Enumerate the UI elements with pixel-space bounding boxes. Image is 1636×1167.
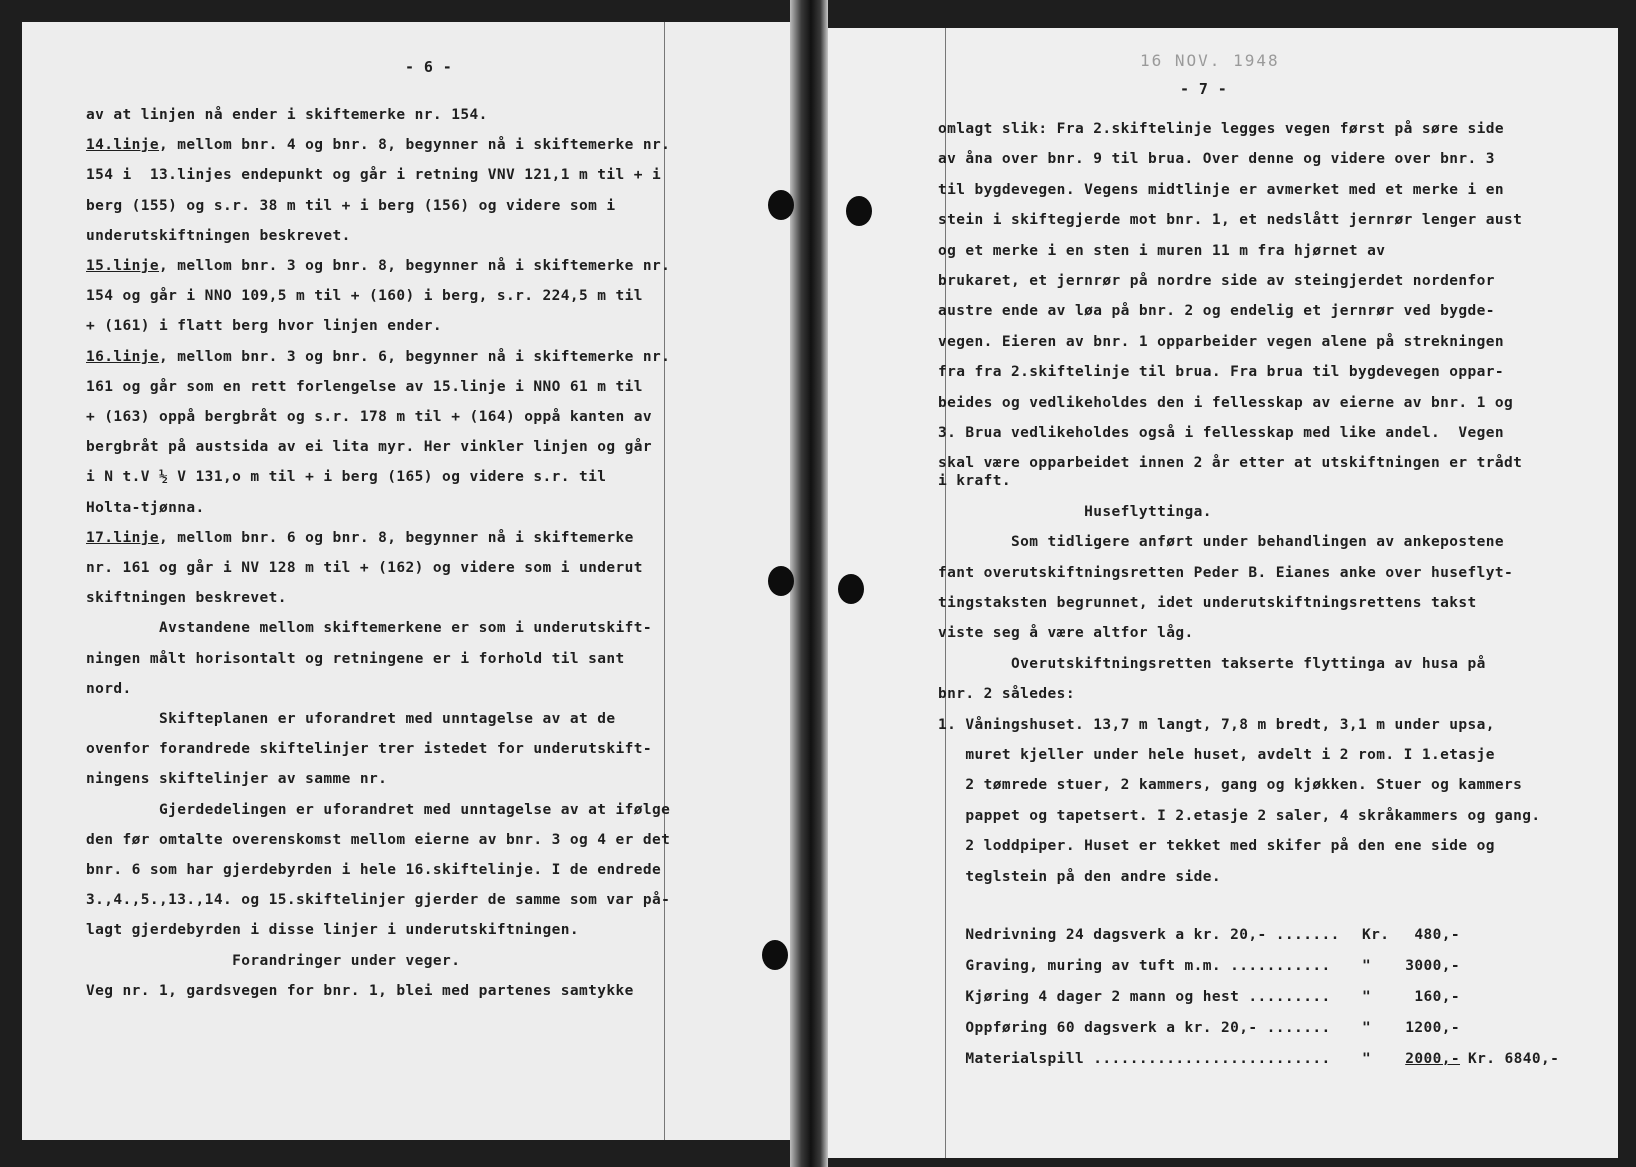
text-line: ovenfor forandrede skiftelinjer trer istedet for underutskift- bbox=[86, 741, 653, 757]
text-line: den før omtalte overenskomst mellom eierne av bnr. 3 og 4 er det bbox=[86, 832, 671, 848]
line-text: , mellom bnr. 4 og bnr. 8, begynner nå i skiftemerke nr. bbox=[159, 137, 671, 153]
text-line: nord. bbox=[86, 681, 132, 697]
cost-label: Kjøring 4 dager 2 mann og hest ......... bbox=[938, 989, 1331, 1005]
text-line: muret kjeller under hele huset, avdelt i 2 rom. I 1.etasje bbox=[938, 747, 1495, 763]
text-line: til bygdevegen. Vegens midtlinje er avmerket med et merke i en bbox=[938, 182, 1505, 198]
text-line: stein i skiftegjerde mot bnr. 1, et nedslått jernrør lenger aust bbox=[938, 212, 1523, 228]
text-line: Holta-tjønna. bbox=[86, 500, 205, 516]
left-margin-rule bbox=[664, 22, 665, 1140]
page-number-left: - 6 - bbox=[405, 58, 453, 76]
text-line: brukaret, et jernrør på nordre side av steingjerdet nordenfor bbox=[938, 273, 1495, 289]
binding-spine bbox=[790, 0, 828, 1167]
text-line: av at linjen nå ender i skiftemerke nr. 154. bbox=[86, 107, 488, 123]
line-text: , mellom bnr. 3 og bnr. 6, begynner nå i skiftemerke nr. bbox=[159, 349, 671, 365]
text-line: 154 og går i NNO 109,5 m til + (160) i berg, s.r. 224,5 m til bbox=[86, 288, 643, 304]
text-line: viste seg å være altfor låg. bbox=[938, 625, 1194, 641]
cost-label: Graving, muring av tuft m.m. ........... bbox=[938, 958, 1331, 974]
text-line: + (163) oppå bergbråt og s.r. 178 m til + (164) oppå kanten av bbox=[86, 409, 653, 425]
text-line: Som tidligere anført under behandlingen av ankepostene bbox=[938, 534, 1505, 550]
text-line: ningen målt horisontalt og retningene er i forhold til sant bbox=[86, 651, 625, 667]
cost-label: Oppføring 60 dagsverk a kr. 20,- ....... bbox=[938, 1020, 1331, 1036]
cost-unit: " bbox=[1362, 989, 1372, 1005]
cost-unit: " bbox=[1362, 1020, 1372, 1036]
cost-amount: 480,- bbox=[1414, 927, 1460, 943]
text-line: omlagt slik: Fra 2.skiftelinje legges vegen først på søre side bbox=[938, 121, 1505, 137]
cost-unit: " bbox=[1362, 1051, 1372, 1067]
text-line bbox=[86, 348, 670, 366]
text-line: bnr. 2 således: bbox=[938, 686, 1075, 702]
text-line: vegen. Eieren av bnr. 1 opparbeider vegen alene på strekningen bbox=[938, 334, 1505, 350]
text-line: 161 og går som en rett forlengelse av 15.linje i NNO 61 m til bbox=[86, 379, 643, 395]
line-heading: 16.linje bbox=[86, 349, 160, 365]
text-line: Veg nr. 1, gardsvegen for bnr. 1, blei med partenes samtykke bbox=[86, 983, 634, 999]
text-line: 3. Brua vedlikeholdes også i fellesskap med like andel. Vegen bbox=[938, 425, 1505, 441]
text-line: 154 i 13.linjes endepunkt og går i retning VNV 121,1 m til + i bbox=[86, 167, 662, 183]
line-heading: 17.linje bbox=[86, 530, 160, 546]
text-line: teglstein på den andre side. bbox=[938, 869, 1222, 885]
text-line: av åna over bnr. 9 til brua. Over denne og videre over bnr. 3 bbox=[938, 151, 1495, 167]
cost-label: Materialspill .......................... bbox=[938, 1051, 1331, 1067]
date-stamp: 16 NOV. 1948 bbox=[1140, 51, 1280, 70]
punch-hole-icon bbox=[768, 190, 794, 220]
left-page bbox=[22, 22, 812, 1140]
text-line: pappet og tapetsert. I 2.etasje 2 saler, 4 skråkammers og gang. bbox=[938, 808, 1541, 824]
text-line: beides og vedlikeholdes den i fellesskap av eierne av bnr. 1 og bbox=[938, 395, 1514, 411]
text-line: Gjerdedelingen er uforandret med unntagelse av at ifølge bbox=[86, 802, 671, 818]
line-text: , mellom bnr. 6 og bnr. 8, begynner nå i skiftemerke bbox=[159, 530, 634, 546]
line-heading: 14.linje bbox=[86, 137, 160, 153]
punch-hole-icon bbox=[768, 566, 794, 596]
text-line: i N t.V ½ V 131,o m til + i berg (165) og videre s.r. til bbox=[86, 469, 607, 485]
text-line: + (161) i flatt berg hvor linjen ender. bbox=[86, 318, 443, 334]
cost-unit: " bbox=[1362, 958, 1372, 974]
text-line: fra fra 2.skiftelinje til brua. Fra brua til bygdevegen oppar- bbox=[938, 364, 1505, 380]
text-line: berg (155) og s.r. 38 m til + i berg (156) og videre som i bbox=[86, 198, 616, 214]
text-line: i kraft. bbox=[938, 473, 1012, 489]
cost-amount: 1200,- bbox=[1405, 1020, 1460, 1036]
cost-amount: 2000,- bbox=[1405, 1051, 1460, 1067]
text-line: ningens skiftelinjer av samme nr. bbox=[86, 771, 388, 787]
cost-amount: 3000,- bbox=[1405, 958, 1460, 974]
text-line: bergbråt på austsida av ei lita myr. Her vinkler linjen og går bbox=[86, 439, 653, 455]
text-line: austre ende av løa på bnr. 2 og endelig et jernrør ved bygde- bbox=[938, 303, 1495, 319]
text-line: Forandringer under veger. bbox=[86, 953, 461, 969]
page-number-right: - 7 - bbox=[1180, 80, 1228, 98]
text-line bbox=[86, 529, 634, 547]
punch-hole-icon bbox=[762, 940, 788, 970]
text-line: underutskiftningen beskrevet. bbox=[86, 228, 351, 244]
text-line bbox=[86, 136, 670, 154]
text-line: tingstaksten begrunnet, idet underutskiftningsrettens takst bbox=[938, 595, 1477, 611]
text-line: 2 tømrede stuer, 2 kammers, gang og kjøkken. Stuer og kammers bbox=[938, 777, 1523, 793]
text-line: Huseflyttinga. bbox=[938, 504, 1212, 520]
cost-label: Nedrivning 24 dagsverk a kr. 20,- ....... bbox=[938, 927, 1340, 943]
cost-unit: Kr. bbox=[1362, 927, 1390, 943]
line-text: , mellom bnr. 3 og bnr. 8, begynner nå i skiftemerke nr. bbox=[159, 258, 671, 274]
text-line: Avstandene mellom skiftemerkene er som i underutskift- bbox=[86, 620, 653, 636]
text-line: skal være opparbeidet innen 2 år etter at utskiftningen er trådt bbox=[938, 455, 1523, 471]
text-line: fant overutskiftningsretten Peder B. Eianes anke over huseflyt- bbox=[938, 565, 1514, 581]
text-line: Skifteplanen er uforandret med unntagelse av at de bbox=[86, 711, 616, 727]
line-heading: 15.linje bbox=[86, 258, 160, 274]
cost-total: Kr. 6840,- bbox=[1468, 1051, 1560, 1067]
text-line: nr. 161 og går i NV 128 m til + (162) og videre som i underut bbox=[86, 560, 643, 576]
text-line bbox=[86, 257, 670, 275]
text-line: skiftningen beskrevet. bbox=[86, 590, 287, 606]
cost-amount: 160,- bbox=[1414, 989, 1460, 1005]
text-line: bnr. 6 som har gjerdebyrden i hele 16.skiftelinje. I de endrede bbox=[86, 862, 662, 878]
text-line: 1. Våningshuset. 13,7 m langt, 7,8 m bredt, 3,1 m under upsa, bbox=[938, 717, 1495, 733]
text-line: lagt gjerdebyrden i disse linjer i underutskiftningen. bbox=[86, 922, 580, 938]
text-line: 3.,4.,5.,13.,14. og 15.skiftelinjer gjerder de samme som var på- bbox=[86, 892, 671, 908]
text-line: 2 loddpiper. Huset er tekket med skifer på den ene side og bbox=[938, 838, 1495, 854]
punch-hole-icon bbox=[846, 196, 872, 226]
punch-hole-icon bbox=[838, 574, 864, 604]
text-line: og et merke i en sten i muren 11 m fra hjørnet av bbox=[938, 243, 1386, 259]
text-line: Overutskiftningsretten takserte flyttinga av husa på bbox=[938, 656, 1486, 672]
